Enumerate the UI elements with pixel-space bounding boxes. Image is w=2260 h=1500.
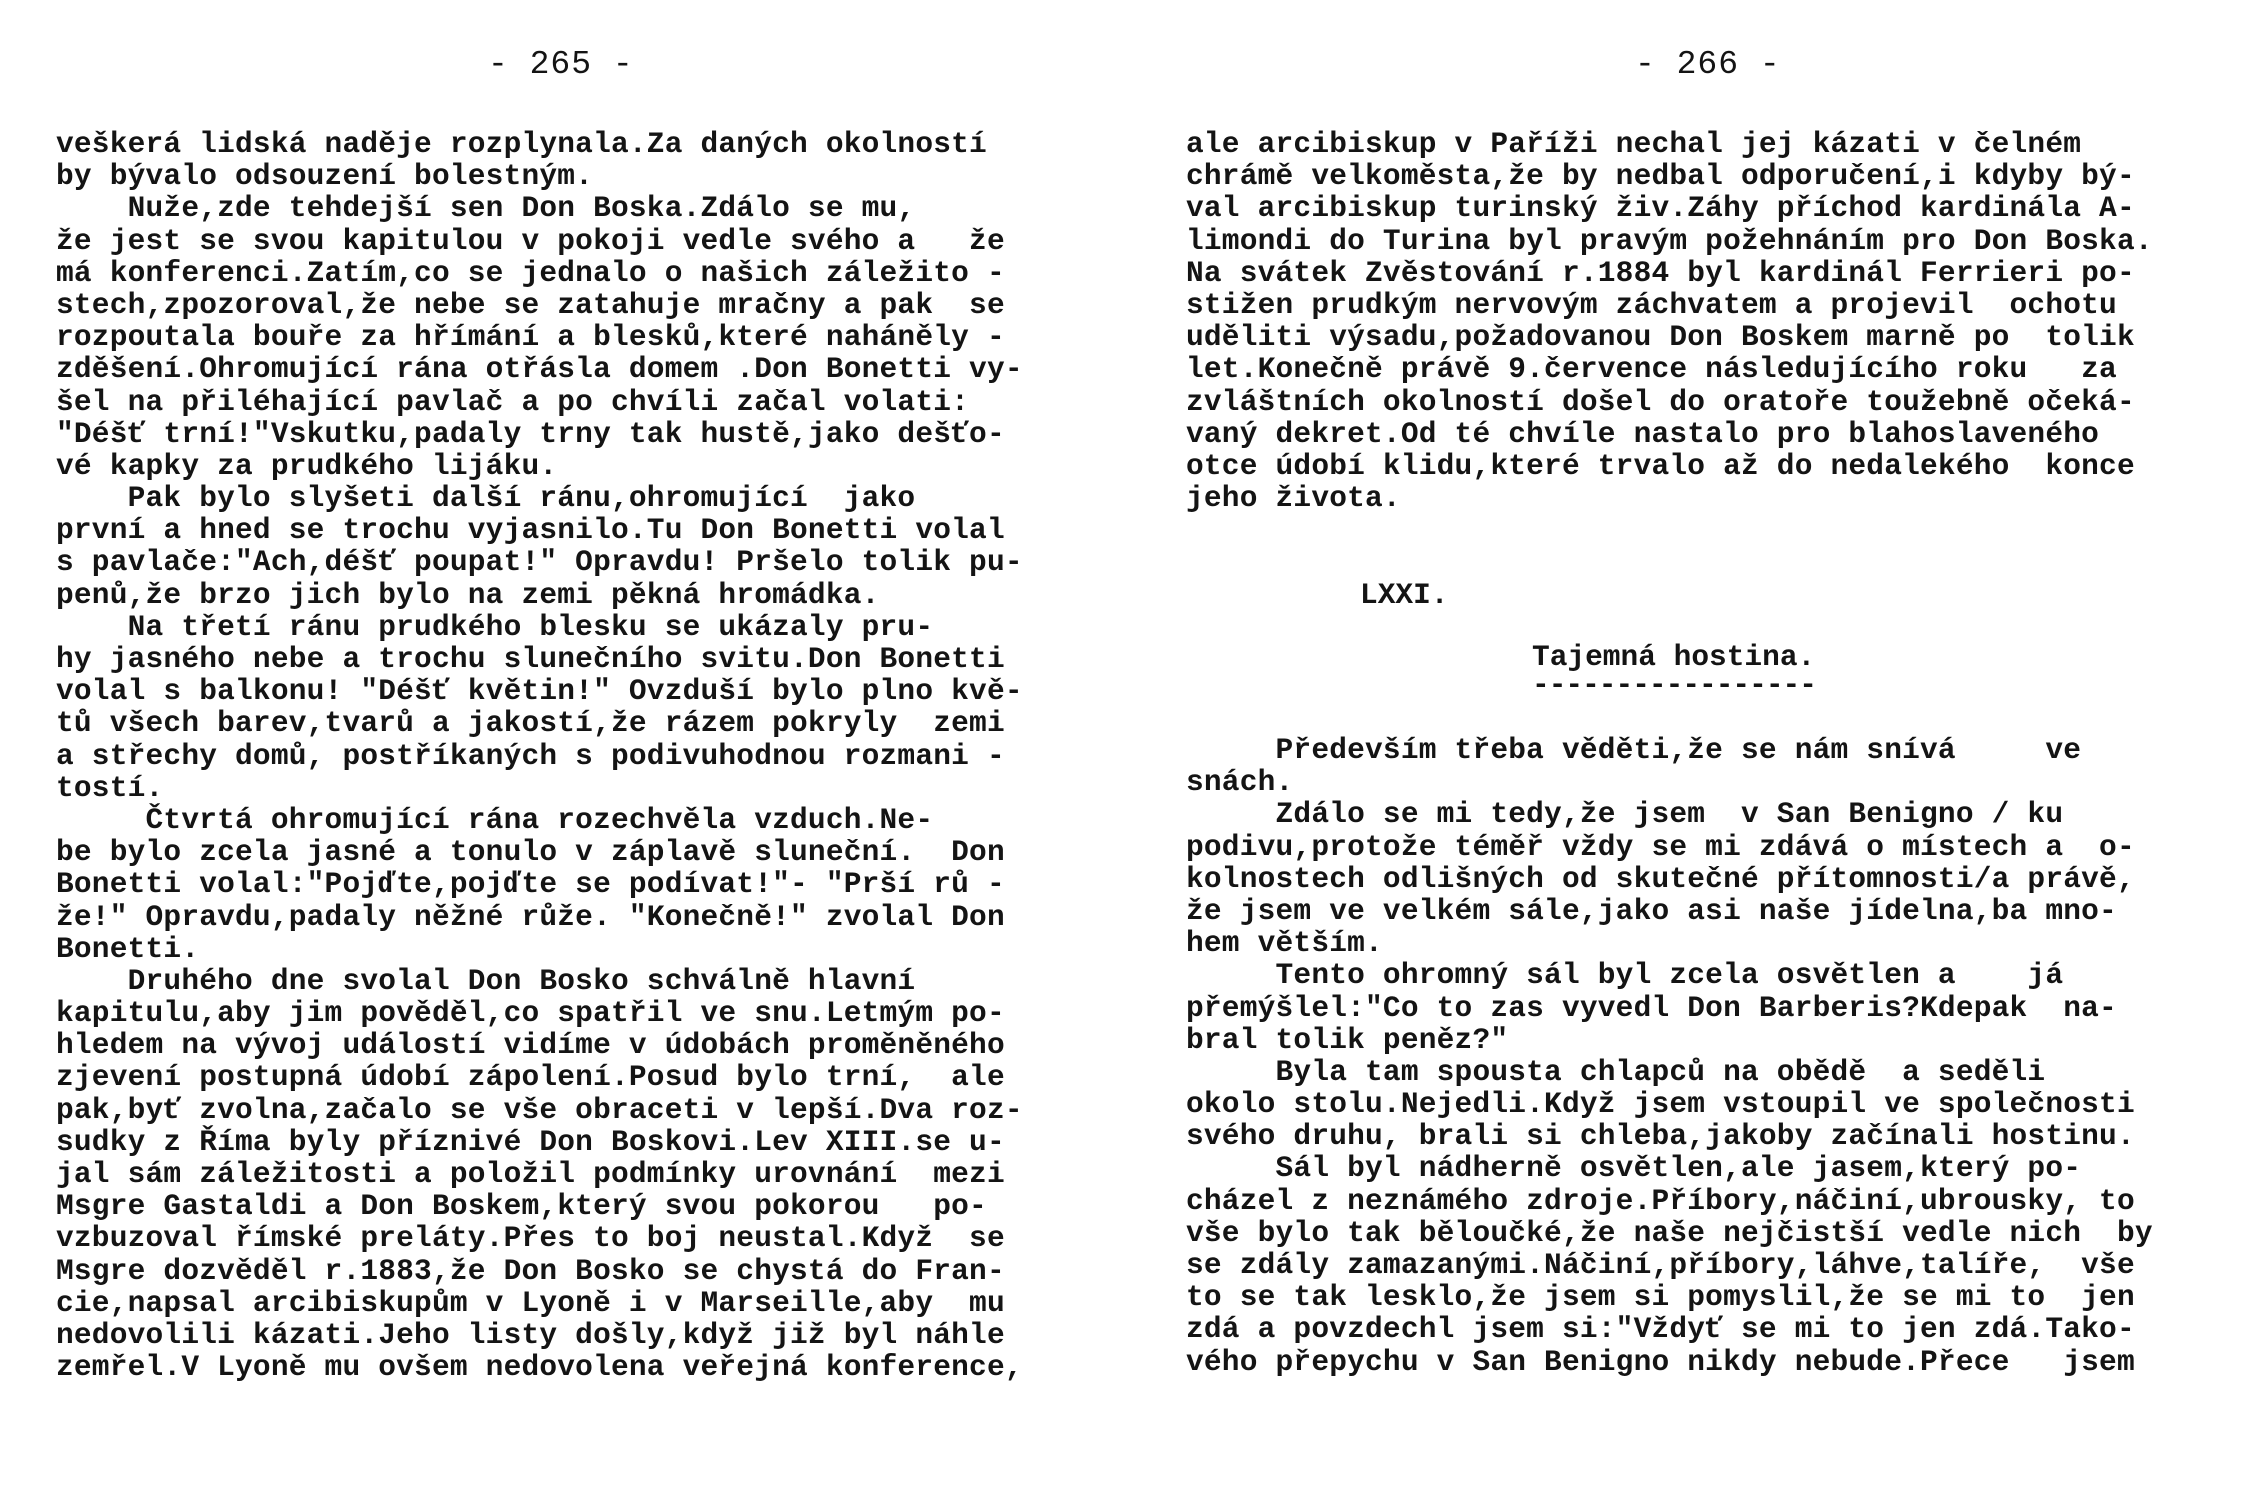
text-line: rozpoutala bouře za hřímání a blesků,které naháněly - xyxy=(56,320,1005,355)
text-line: první a hned se trochu vyjasnilo.Tu Don Bonetti volal xyxy=(56,513,1005,548)
text-line: se zdály zamazanými.Náčiní,příbory,láhve,talíře, vše xyxy=(1186,1248,2135,1282)
text-line: uděliti výsadu,požadovanou Don Boskem marně po tolik xyxy=(1186,320,2135,355)
text-line: cházel z neznámého zdroje.Příbory,náčiní,ubrousky, to xyxy=(1186,1183,2135,1218)
text-line: Msgre Gastaldi a Don Boskem,který svou pokorou po- xyxy=(56,1189,987,1224)
chapter-number: LXXI. xyxy=(1360,578,1449,612)
text-line: nedovolili kázati.Jeho listy došly,když již byl náhle xyxy=(56,1317,1005,1352)
text-line: kolnostech odlišných od skutečné přítomnosti/a právě, xyxy=(1186,861,2135,896)
text-line: kapitulu,aby jim pověděl,co spatřil ve snu.Letmým po- xyxy=(56,996,1005,1031)
text-line: volal s balkonu! "Déšť květin!" Ovzduší bylo plno kvě- xyxy=(56,674,1023,709)
text-line: ale arcibiskup v Paříži nechal jej kázati v čelném xyxy=(1186,127,2082,161)
page-number: - 266 - xyxy=(1635,46,1781,83)
text-line: zdá a povzdechl jsem si:"Vždyť se mi to jen zdá.Tako- xyxy=(1186,1312,2135,1347)
text-line: Bonetti volal:"Pojďte,pojďte se podívat!"- "Prší rů - xyxy=(56,867,1005,902)
text-line: přemýšlel:"Co to zas vyvedl Don Barberis?Kdepak na- xyxy=(1186,990,2117,1025)
text-line: s pavlače:"Ach,déšť poupat!" Opravdu! Pršelo tolik pu- xyxy=(56,545,1023,580)
text-line: Tento ohromný sál byl zcela osvětlen a já xyxy=(1186,958,2064,993)
page-body-text-top xyxy=(1186,128,2226,514)
text-line: zjevení postupná údobí zápolení.Posud bylo trní, ale xyxy=(56,1060,1005,1095)
text-line: jeho života. xyxy=(1186,481,1401,516)
text-line: zemřel.V Lyoně mu ovšem nedovolena veřejná konference, xyxy=(56,1350,1023,1385)
text-line: Pak bylo slyšeti další ránu,ohromující jako xyxy=(56,481,916,516)
text-line: tostí. xyxy=(56,770,164,805)
text-line: be bylo zcela jasné a tonulo v záplavě sluneční. Don xyxy=(56,835,1005,870)
chapter-title: Tajemná hostina. xyxy=(1532,640,1816,674)
text-line: Na svátek Zvěstování r.1884 byl kardinál Ferrieri po- xyxy=(1186,255,2135,290)
text-line: Bonetti. xyxy=(56,931,200,966)
text-line: val arcibiskup turinský živ.Záhy příchod kardinála A- xyxy=(1186,191,2135,226)
text-line: šel na přiléhající pavlač a po chvíli začal volati: xyxy=(56,384,970,419)
text-line: jal sám záležitosti a položil podmínky urovnání mezi xyxy=(56,1157,1005,1191)
text-line: otce údobí klidu,které trvalo až do nedalekého konce xyxy=(1186,448,2135,483)
text-line: zděšení.Ohromující rána otřásla domem .Don Bonetti vy- xyxy=(56,352,1023,387)
text-line: tů všech barev,tvarů a jakostí,že rázem pokryly zemi xyxy=(56,706,1005,741)
text-line: bral tolik peněz?" xyxy=(1186,1022,1509,1057)
page-266 xyxy=(1130,0,2260,1500)
text-line: Msgre dozvěděl r.1883,že Don Bosko se chystá do Fran- xyxy=(56,1253,1005,1288)
text-line: vého přepychu v San Benigno nikdy nebude.Přece jsem xyxy=(1186,1344,2135,1379)
text-line: hy jasného nebe a trochu slunečního svitu.Don Bonetti xyxy=(56,642,1005,676)
text-line: sudky z Říma byly příznivé Don Boskovi.Lev XIII.se u- xyxy=(56,1124,1005,1159)
text-line: zvláštních okolností došel do oratoře toužebně očeká- xyxy=(1186,384,2135,419)
text-line: Zdálo se mi tedy,že jsem v San Benigno / ku xyxy=(1186,797,2064,832)
text-line: Na třetí ránu prudkého blesku se ukázaly pru- xyxy=(56,609,934,644)
text-line: pak,byť zvolna,začalo se vše obraceti v lepší.Dva roz- xyxy=(56,1092,1023,1127)
text-line: veškerá lidská naděje rozplynala.Za daných okolností xyxy=(56,127,987,161)
text-line: to se tak lesklo,že jsem si pomyslil,že se mi to jen xyxy=(1186,1280,2135,1315)
text-line: podivu,protože téměř vždy se mi zdává o místech a o- xyxy=(1186,829,2135,864)
text-line: hem větším. xyxy=(1186,926,1383,961)
text-line: Čtvrtá ohromující rána rozechvěla vzduch.Ne- xyxy=(56,802,934,837)
text-line: Sál byl nádherně osvětlen,ale jasem,který po- xyxy=(1186,1151,2082,1186)
text-line: stech,zpozoroval,že nebe se zatahuje mračny a pak se xyxy=(56,287,1005,322)
text-line: stižen prudkým nervovým záchvatem a projevil ochotu xyxy=(1186,287,2117,322)
text-line: má konferenci.Zatím,co se jednalo o našich záležito - xyxy=(56,255,1005,290)
text-line: chrámě velkoměsta,že by nedbal odporučení,i kdyby bý- xyxy=(1186,159,2135,194)
text-line: vše bylo tak běloučké,že naše nejčistší vedle nich by xyxy=(1186,1215,2153,1250)
text-line: svého druhu, brali si chleba,jakoby začínali hostinu. xyxy=(1186,1119,2135,1154)
text-line: limondi do Turina byl pravým požehnáním pro Don Boska. xyxy=(1186,223,2153,258)
text-line: Druhého dne svolal Don Bosko schválně hlavní xyxy=(56,963,916,998)
text-line: vzbuzoval římské preláty.Přes to boj neustal.Když se xyxy=(56,1221,1005,1256)
text-line: penů,že brzo jich bylo na zemi pěkná hromádka. xyxy=(56,577,880,612)
page-body-text-bottom xyxy=(1186,734,2226,1378)
page-number: - 265 - xyxy=(488,46,634,83)
text-line: Nuže,zde tehdejší sen Don Boska.Zdálo se mu, xyxy=(56,191,916,226)
text-line: "Déšť trní!"Vskutku,padaly trny tak hustě,jako dešťo- xyxy=(56,416,1005,451)
text-line: že!" Opravdu,padaly něžné růže. "Konečně!" zvolal Don xyxy=(56,899,1005,934)
text-line: let.Konečně právě 9.července následujícího roku za xyxy=(1186,352,2117,387)
text-line: okolo stolu.Nejedli.Když jsem vstoupil ve společnosti xyxy=(1186,1087,2135,1122)
text-line: vé kapky za prudkého lijáku. xyxy=(56,448,558,483)
text-line: snách. xyxy=(1186,765,1294,800)
text-line: cie,napsal arcibiskupům v Lyoně i v Marseille,aby mu xyxy=(56,1285,1005,1320)
text-line: Především třeba věděti,že se nám snívá ve xyxy=(1186,733,2082,767)
text-line: Byla tam spousta chlapců na obědě a seděli xyxy=(1186,1054,2046,1089)
text-line: a střechy domů, postříkaných s podivuhodnou rozmani - xyxy=(56,738,1005,773)
page-body-text xyxy=(56,128,1096,1383)
text-line: by bývalo odsouzení bolestným. xyxy=(56,159,594,194)
text-line: vaný dekret.Od té chvíle nastalo pro blahoslaveného xyxy=(1186,416,2100,451)
text-line: hledem na vývoj událostí vidíme v údobách proměněného xyxy=(56,1028,1005,1063)
text-line: že jsem ve velkém sále,jako asi naše jídelna,ba mno- xyxy=(1186,893,2117,928)
chapter-title-underline: ----------------- xyxy=(1532,668,1816,702)
text-line: že jest se svou kapitulou v pokoji vedle svého a že xyxy=(56,223,1005,258)
